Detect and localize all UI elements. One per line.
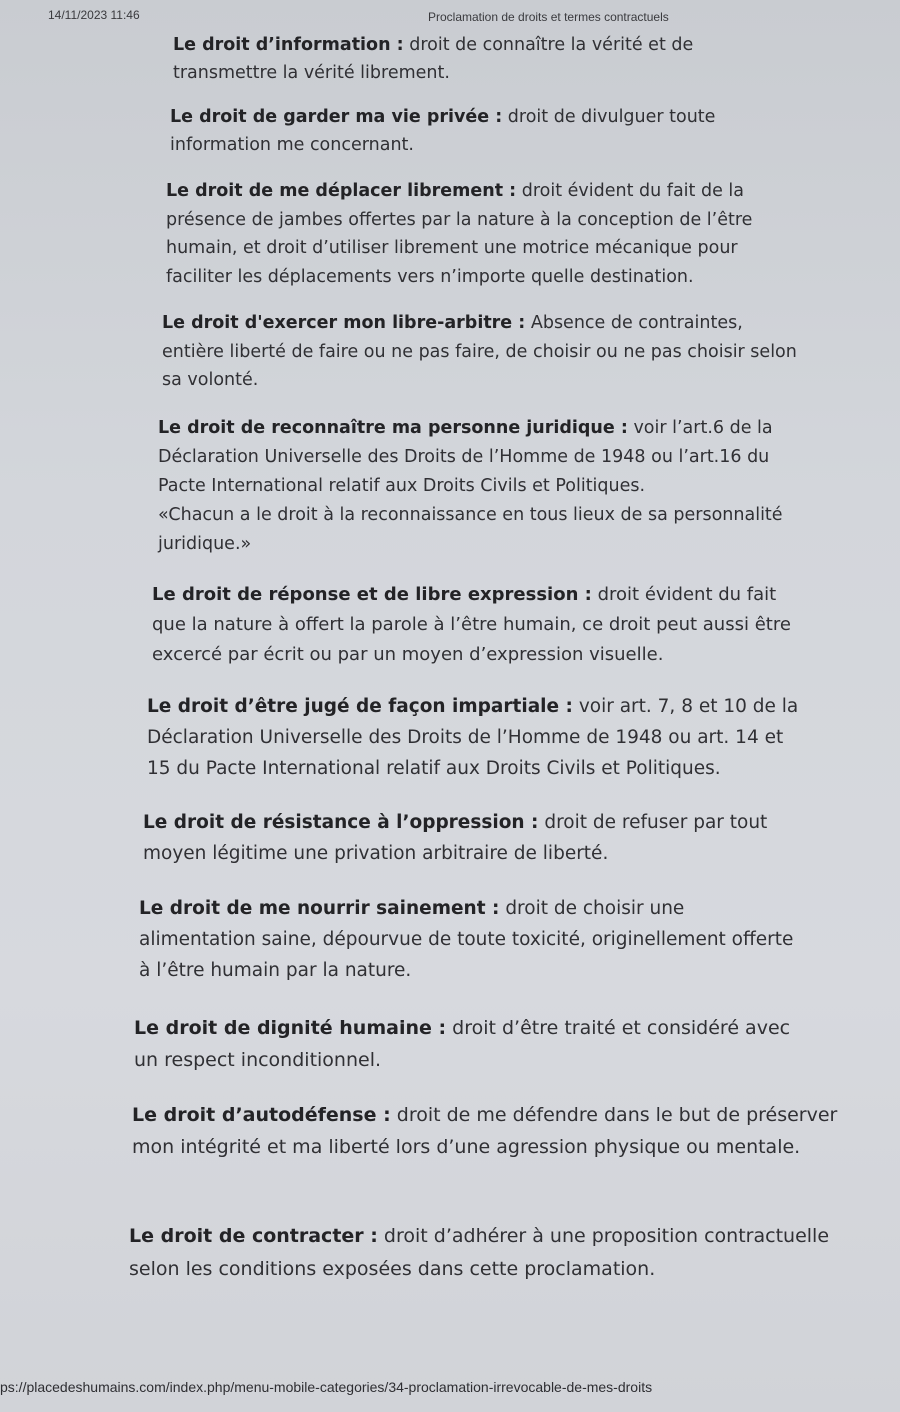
right-term: Le droit de me nourrir sainement : — [139, 898, 500, 919]
right-free-will — [162, 309, 802, 395]
right-description: droit évident du fait de la présence de jambes offertes par la nature à la conception de l’être humain, et droit d’utiliser librement une motrice mécanique pour faciliter les déplacements vers n’importe quelle destination. — [166, 181, 753, 287]
right-term: Le droit d’autodéfense : — [132, 1104, 391, 1126]
right-description: droit évident du fait que la nature à offert la parole à l’être humain, ce droit peut aussi être excercé par écrit ou par un moyen d’expression visuelle. — [152, 584, 791, 665]
right-contract — [129, 1220, 849, 1286]
right-term: Le droit d'exercer mon libre-arbitre : — [162, 313, 526, 333]
right-information — [173, 31, 793, 87]
right-term: Le droit de contracter : — [129, 1225, 378, 1247]
right-description: droit de divulguer toute information me concernant. — [170, 107, 716, 155]
right-quote: «Chacun a le droit à la reconnaissance en tous lieux de sa personnalité juridique.» — [158, 505, 783, 554]
right-description: droit d’adhérer à une proposition contractuelle selon les conditions exposées dans cette proclamation. — [129, 1225, 830, 1280]
right-term: Le droit de réponse et de libre expression : — [152, 584, 592, 605]
right-term: Le droit d’être jugé de façon impartiale : — [147, 696, 573, 717]
print-datetime: 14/11/2023 11:46 — [48, 8, 140, 22]
right-human-dignity — [134, 1012, 814, 1076]
right-term: Le droit de reconnaître ma personne juridique : — [158, 418, 628, 438]
right-description: droit de refuser par tout moyen légitime une privation arbitraire de liberté. — [143, 812, 768, 864]
right-impartial-judgment — [147, 691, 807, 784]
right-description: droit d’être traité et considéré avec un respect inconditionnel. — [134, 1017, 791, 1071]
source-url: ps://placedeshumains.com/index.php/menu-mobile-categories/34-proclamation-irrevocable-de-mes-droits — [0, 1379, 653, 1395]
right-resistance — [143, 807, 833, 869]
right-term: Le droit de garder ma vie privée : — [170, 107, 503, 127]
right-self-defense — [132, 1099, 842, 1163]
right-term: Le droit de résistance à l’oppression : — [143, 812, 539, 833]
right-term: Le droit de me déplacer librement : — [166, 181, 517, 201]
right-description: voir art. 7, 8 et 10 de la Déclaration Universelle des Droits de l’Homme de 1948 ou art. 14 et 15 du Pacte International relatif aux Droits Civils et Politiques. — [147, 696, 799, 779]
right-term: Le droit de dignité humaine : — [134, 1017, 447, 1039]
right-description: voir l’art.6 de la Déclaration Universelle des Droits de l’Homme de 1948 ou l’art.16 du Pacte International relatif aux Droits Civils et Politiques. — [158, 418, 773, 496]
right-movement — [166, 177, 764, 291]
right-privacy — [170, 103, 810, 159]
page-header-title: Proclamation de droits et termes contractuels — [428, 10, 669, 24]
right-description: droit de connaître la vérité et de transmettre la vérité librement. — [173, 35, 694, 83]
right-description: droit de me défendre dans le but de préserver mon intégrité et ma liberté lors d’une agression physique ou mentale. — [132, 1104, 838, 1158]
right-description: Absence de contraintes, entière liberté de faire ou ne pas faire, de choisir ou ne pas choisir selon sa volonté. — [162, 313, 797, 390]
right-healthy-food — [139, 893, 799, 986]
right-expression — [152, 580, 797, 670]
right-legal-personhood — [158, 414, 808, 559]
right-term: Le droit d’information : — [173, 35, 404, 55]
right-description: droit de choisir une alimentation saine, dépourvue de toute toxicité, originellement offerte à l’être humain par la nature. — [139, 898, 794, 981]
